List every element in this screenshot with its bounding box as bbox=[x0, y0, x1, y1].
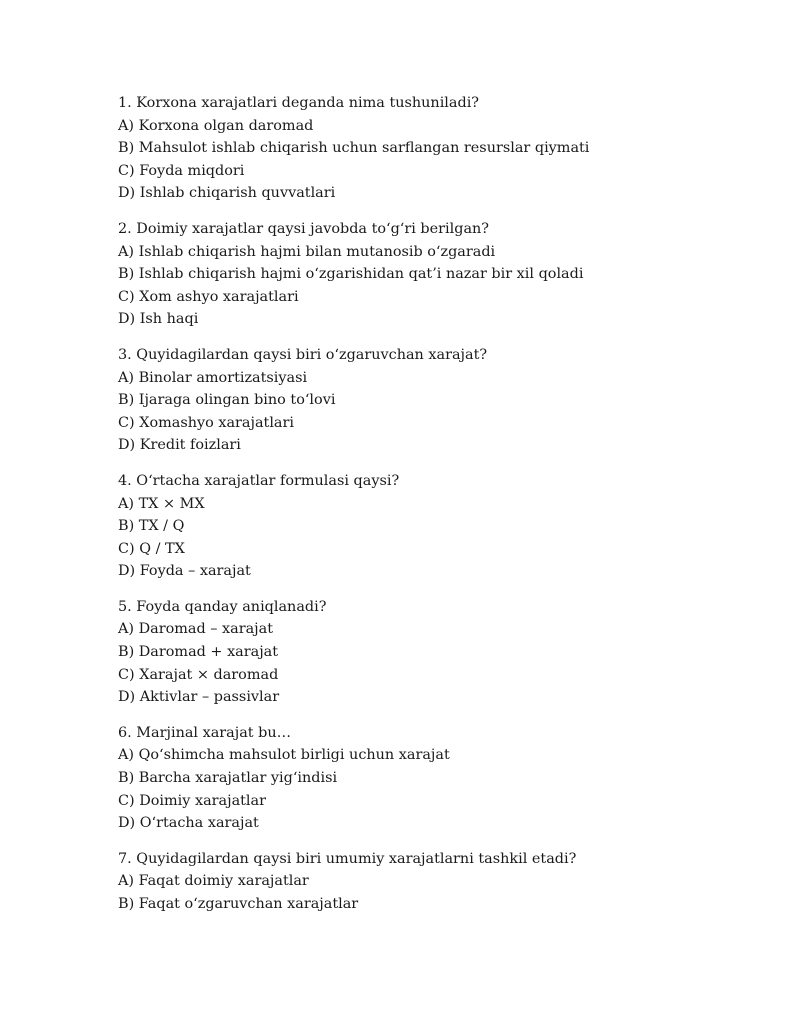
question-6 bbox=[118, 722, 758, 835]
question-7 bbox=[118, 848, 758, 916]
answer-option-a: A) Binolar amortizatsiyasi bbox=[118, 369, 308, 386]
answer-option-b: B) Faqat o‘zgaruvchan xarajatlar bbox=[118, 896, 359, 912]
answer-option-b: B) TX / Q bbox=[118, 518, 185, 535]
document-page bbox=[118, 92, 758, 929]
answer-option-d: D) Kredit foizlari bbox=[118, 437, 241, 454]
question-1 bbox=[118, 92, 758, 205]
answer-option-d: D) Foyda – xarajat bbox=[118, 563, 251, 580]
answer-option-d: D) Aktivlar – passivlar bbox=[118, 689, 280, 706]
answer-option-d: D) O‘rtacha xarajat bbox=[118, 815, 259, 832]
question-3 bbox=[118, 344, 758, 457]
question-text: 5. Foyda qanday aniqlanadi? bbox=[118, 598, 327, 615]
question-4 bbox=[118, 470, 758, 583]
answer-option-a: A) Korxona olgan daromad bbox=[118, 117, 314, 134]
answer-option-b: B) Ijaraga olingan bino to‘lovi bbox=[118, 392, 336, 409]
answer-option-a: A) TX × MX bbox=[118, 495, 205, 512]
question-text: 4. O‘rtacha xarajatlar formulasi qaysi? bbox=[118, 472, 400, 489]
answer-option-a: A) Daromad – xarajat bbox=[118, 621, 274, 638]
answer-option-c: C) Xomashyo xarajatlari bbox=[118, 414, 294, 431]
answer-option-a: A) Ishlab chiqarish hajmi bilan mutanosib o‘zgaradi bbox=[118, 243, 496, 260]
answer-option-c: C) Xom ashyo xarajatlari bbox=[118, 288, 299, 305]
question-2 bbox=[118, 218, 758, 331]
question-text: 3. Quyidagilardan qaysi biri o‘zgaruvchan xarajat? bbox=[118, 346, 488, 363]
answer-option-c: C) Q / TX bbox=[118, 540, 185, 557]
question-text: 6. Marjinal xarajat bu… bbox=[118, 724, 292, 741]
answer-option-b: B) Ishlab chiqarish hajmi o‘zgarishidan qat’i nazar bir xil qoladi bbox=[118, 266, 584, 283]
answer-option-d: D) Ish haqi bbox=[118, 311, 199, 328]
answer-option-a: A) Faqat doimiy xarajatlar bbox=[118, 873, 309, 890]
answer-option-d: D) Ishlab chiqarish quvvatlari bbox=[118, 185, 336, 202]
answer-option-b: B) Barcha xarajatlar yig‘indisi bbox=[118, 770, 338, 787]
question-text: 2. Doimiy xarajatlar qaysi javobda to‘g‘ri berilgan? bbox=[118, 220, 490, 237]
answer-option-b: B) Mahsulot ishlab chiqarish uchun sarflangan resurslar qiymati bbox=[118, 140, 590, 157]
answer-option-c: C) Doimiy xarajatlar bbox=[118, 792, 266, 809]
answer-option-b: B) Daromad + xarajat bbox=[118, 644, 279, 661]
question-text: 1. Korxona xarajatlari deganda nima tushuniladi? bbox=[118, 95, 480, 111]
answer-option-a: A) Qo‘shimcha mahsulot birligi uchun xarajat bbox=[118, 747, 450, 764]
answer-option-c: C) Foyda miqdori bbox=[118, 162, 245, 179]
question-text: 7. Quyidagilardan qaysi biri umumiy xarajatlarni tashkil etadi? bbox=[118, 850, 577, 867]
answer-option-c: C) Xarajat × daromad bbox=[118, 666, 279, 683]
question-5 bbox=[118, 596, 758, 709]
